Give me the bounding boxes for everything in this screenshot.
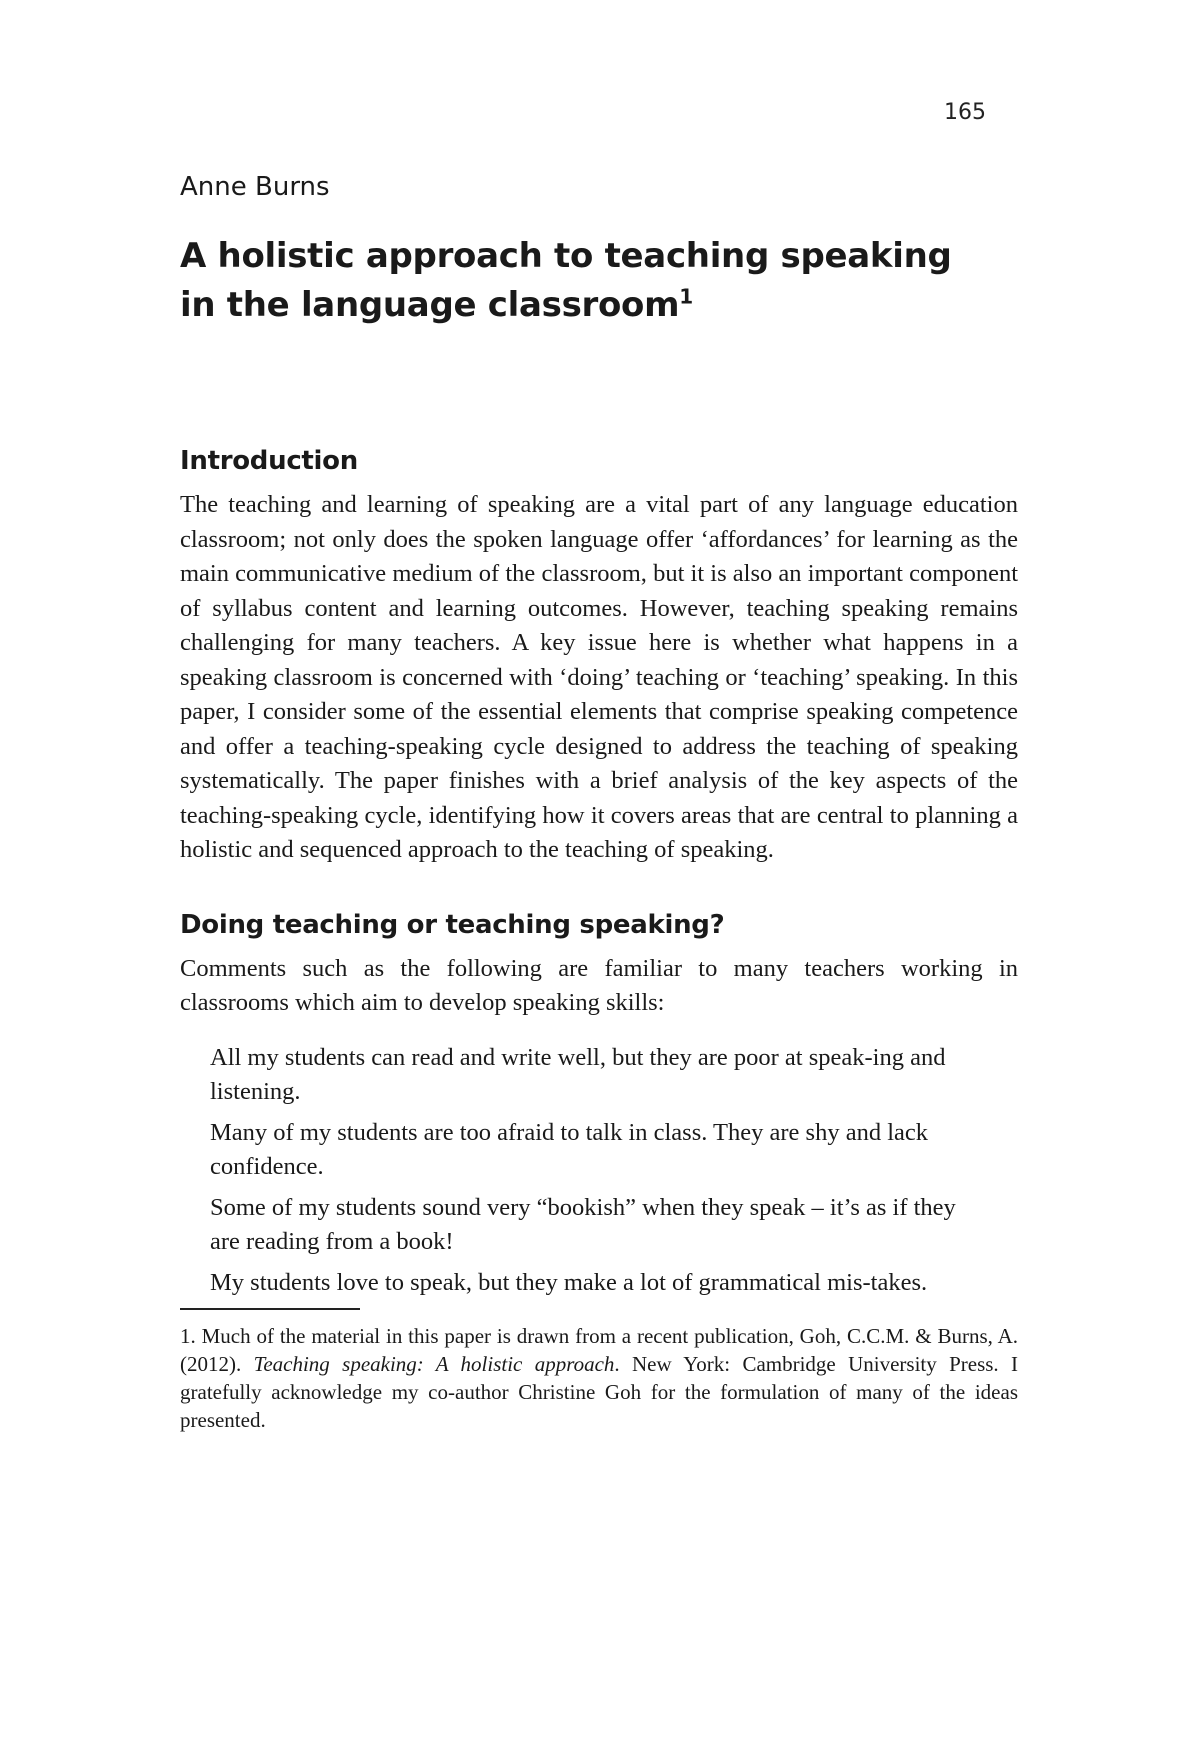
teacher-comment: All my students can read and write well, but they are poor at speak-ing and listening. — [210, 1043, 946, 1105]
author-name: Anne Burns — [180, 172, 330, 202]
footnote-divider — [180, 1308, 360, 1310]
teacher-comments-list — [210, 1041, 988, 1301]
doing-teaching-paragraph: Comments such as the following are familiar to many teachers working in classrooms which aim to develop speaking skills: — [180, 954, 1018, 1016]
teacher-comment: My students love to speak, but they make a lot of grammatical mis-takes. — [210, 1268, 928, 1296]
title-line-1: A holistic approach to teaching speaking — [180, 236, 952, 276]
introduction-paragraph: The teaching and learning of speaking are a vital part of any language education classroom; not only does the spoken language offer ‘affordances’ for learning as the main communicative medium of the classroom, but it is also an important component of syllabus content and learning outcomes. However, teaching speaking remains challenging for many teachers. A key issue here is whether what happens in a speaking classroom is concerned with ‘doing’ teaching or ‘teaching’ speaking. In this paper, I consider some of the essential elements that comprise speaking competence and offer a teaching-speaking cycle designed to address the teaching of speaking systematically. The paper finishes with a brief analysis of the key aspects of the teaching-speaking cycle, identifying how it covers areas that are central to planning a holistic and sequenced approach to the teaching of speaking. — [180, 491, 1018, 863]
section-heading-introduction: Introduction — [180, 446, 358, 476]
footnote-book-title: Teaching speaking: A holistic approach — [253, 1352, 615, 1376]
footnote-text-after: . New York: Cambridge University Press. I gratefully acknowledge my co-author Christine Goh for the formulation of many of the ideas presented. — [180, 1352, 1019, 1432]
footnote — [180, 1322, 1018, 1434]
title-footnote-marker: 1 — [679, 284, 693, 309]
paper-title — [180, 232, 1018, 330]
teacher-comment: Some of my students sound very “bookish” when they speak – it’s as if they are reading from a book! — [210, 1193, 956, 1255]
page-number: 165 — [944, 100, 986, 125]
footnote-text-before: 1. Much of the material in this paper is drawn from a recent publication, Goh, C.C.M. & Burns, A. (2012). — [180, 1324, 1018, 1376]
title-line-2: in the language classroom — [180, 285, 680, 325]
teacher-comment: Many of my students are too afraid to talk in class. They are shy and lack confidence. — [210, 1118, 929, 1180]
page-content — [180, 172, 1018, 1434]
section-heading-doing-teaching: Doing teaching or teaching speaking? — [180, 909, 725, 940]
